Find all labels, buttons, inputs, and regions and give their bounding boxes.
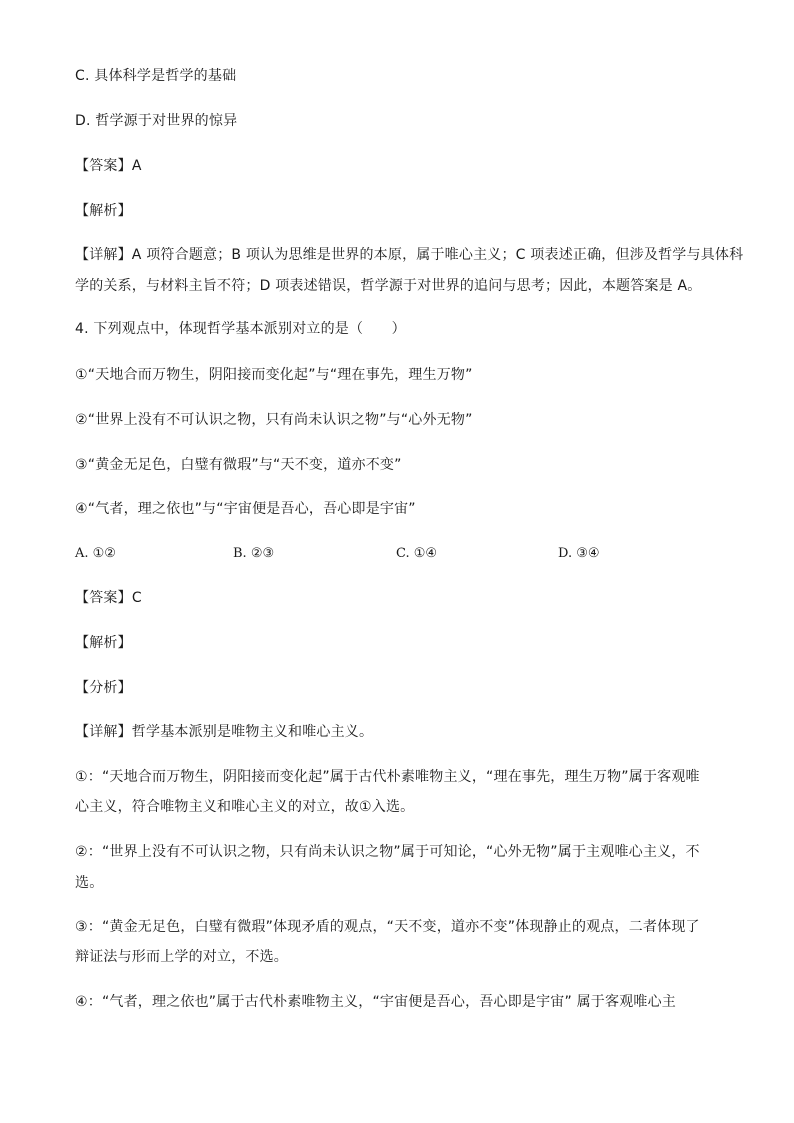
q4-fenxi-tag: 【分析】 (75, 680, 132, 696)
question-4-option-b: B. ②③ (233, 546, 275, 561)
detail-line-1: 【详解】A 项符合题意；B 项认为思维是世界的本原，属于唯心主义；C 项表述正确，但涉及哲学与具体科 (75, 247, 744, 263)
q4-answer-tag: 【答案】 (75, 590, 132, 606)
question-4-item-2: ②“世界上没有不可认识之物，只有尚未认识之物”与“心外无物” (75, 412, 473, 428)
question-4-stem: 4. 下列观点中，体现哲学基本派别对立的是（ ） (75, 321, 406, 337)
q4-detail-intro: 【详解】哲学基本派别是唯物主义和唯心主义。 (75, 724, 374, 740)
q4-explain-2-line-1: ②：“世界上没有不可认识之物，只有尚未认识之物”属于可知论，“心外无物”属于主观唯心主义，不 (75, 844, 700, 860)
question-4-item-1: ①“天地合而万物生，阴阳接而变化起”与“理在事先，理生万物” (75, 367, 473, 383)
question-4-item-4: ④“气者，理之依也”与“宇宙便是吾心，吾心即是宇宙” (75, 501, 416, 517)
option-c-text: C. 具体科学是哲学的基础 (75, 68, 237, 84)
detail-line-2: 学的关系，与材料主旨不符；D 项表述错误，哲学源于对世界的追问与思考；因此，本题答案是 A。 (75, 278, 702, 294)
q4-analysis-tag: 【解析】 (75, 635, 132, 651)
answer-tag: 【答案】 (75, 158, 132, 174)
question-4-option-d: D. ③④ (558, 546, 600, 561)
q4-explain-2-line-2: 选。 (75, 875, 104, 891)
question-4-option-c: C. ①④ (396, 546, 438, 561)
q4-answer-value: C (131, 590, 142, 606)
answer-line (75, 156, 142, 176)
q4-explain-3-line-1: ③：“黄金无足色，白璧有微瑕”体现矛盾的观点，“天不变，道亦不变”体现静止的观点，二者体现了 (75, 919, 700, 935)
q4-explain-4-line-1: ④：“气者，理之依也”属于古代朴素唯物主义，“宇宙便是吾心，吾心即是宇宙” 属于客观唯心主 (75, 994, 677, 1010)
q4-explain-1-line-2: 心主义，符合唯物主义和唯心主义的对立，故①入选。 (75, 799, 415, 815)
q4-explain-1-line-1: ①：“天地合而万物生，阴阳接而变化起”属于古代朴素唯物主义，“理在事先，理生万物”属于客观唯 (75, 769, 700, 785)
q4-explain-3-line-2: 辩证法与形而上学的对立，不选。 (75, 949, 288, 965)
question-4-item-3: ③“黄金无足色，白璧有微瑕”与“天不变，道亦不变” (75, 457, 402, 473)
q4-answer-line (75, 588, 142, 608)
question-4-option-a: A. ①② (75, 546, 116, 561)
analysis-tag: 【解析】 (75, 203, 132, 219)
answer-value: A (131, 158, 142, 174)
option-d-text: D. 哲学源于对世界的惊异 (75, 113, 238, 129)
